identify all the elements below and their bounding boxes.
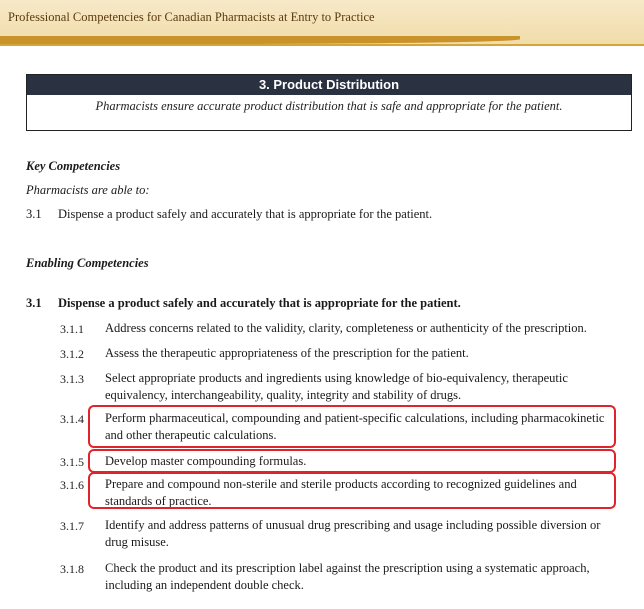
item-number: 3.1.4: [60, 412, 84, 426]
item-text: Assess the therapeutic appropriateness of the prescription for the patient.: [105, 346, 469, 360]
enabling-competencies-heading: Enabling Competencies: [26, 256, 149, 270]
section-heading: 3. Product Distribution: [27, 75, 631, 95]
item-text: Prepare and compound non-sterile and sterile products according to recognized guidelines and standards of practice.: [105, 477, 577, 508]
section-description: Pharmacists ensure accurate product distribution that is safe and appropriate for the patient.: [95, 99, 563, 113]
item-number: 3.1.1: [60, 322, 84, 336]
item-text: Identify and address patterns of unusual drug prescribing and usage including possible diversion or drug misuse.: [105, 518, 601, 549]
key-item-text: Dispense a product safely and accurately that is appropriate for the patient.: [58, 207, 433, 221]
key-competencies-heading: Key Competencies: [26, 159, 121, 173]
enabling-group-number: 3.1: [26, 296, 42, 310]
item-number: 3.1.5: [60, 455, 84, 469]
item-text: Address concerns related to the validity, clarity, completeness or authenticity of the prescription.: [105, 321, 587, 335]
key-competencies-intro: Pharmacists are able to:: [26, 183, 150, 197]
enabling-group-text: Dispense a product safely and accurately that is appropriate for the patient.: [58, 296, 461, 310]
key-item-number: 3.1: [26, 207, 42, 221]
item-text: Develop master compounding formulas.: [105, 454, 307, 468]
section-box: [26, 74, 632, 131]
item-number: 3.1.8: [60, 562, 84, 576]
item-text: Check the product and its prescription label against the prescription using a systematic approach, including an independent double check.: [105, 561, 590, 592]
header-swoosh-decoration: [0, 36, 520, 44]
item-number: 3.1.2: [60, 347, 84, 361]
item-number: 3.1.6: [60, 478, 84, 492]
item-text: Select appropriate products and ingredients using knowledge of bio-equivalency, therapeutic equivalency, interchangeability, quality, integrity and stability of drugs.: [105, 371, 568, 402]
document-header-title: Professional Competencies for Canadian Pharmacists at Entry to Practice: [8, 10, 375, 24]
document-header-band: [0, 0, 644, 46]
item-number: 3.1.3: [60, 372, 84, 386]
item-text: Perform pharmaceutical, compounding and patient-specific calculations, including pharmacokinetic and other therapeutic calculations.: [105, 411, 605, 442]
item-number: 3.1.7: [60, 519, 84, 533]
